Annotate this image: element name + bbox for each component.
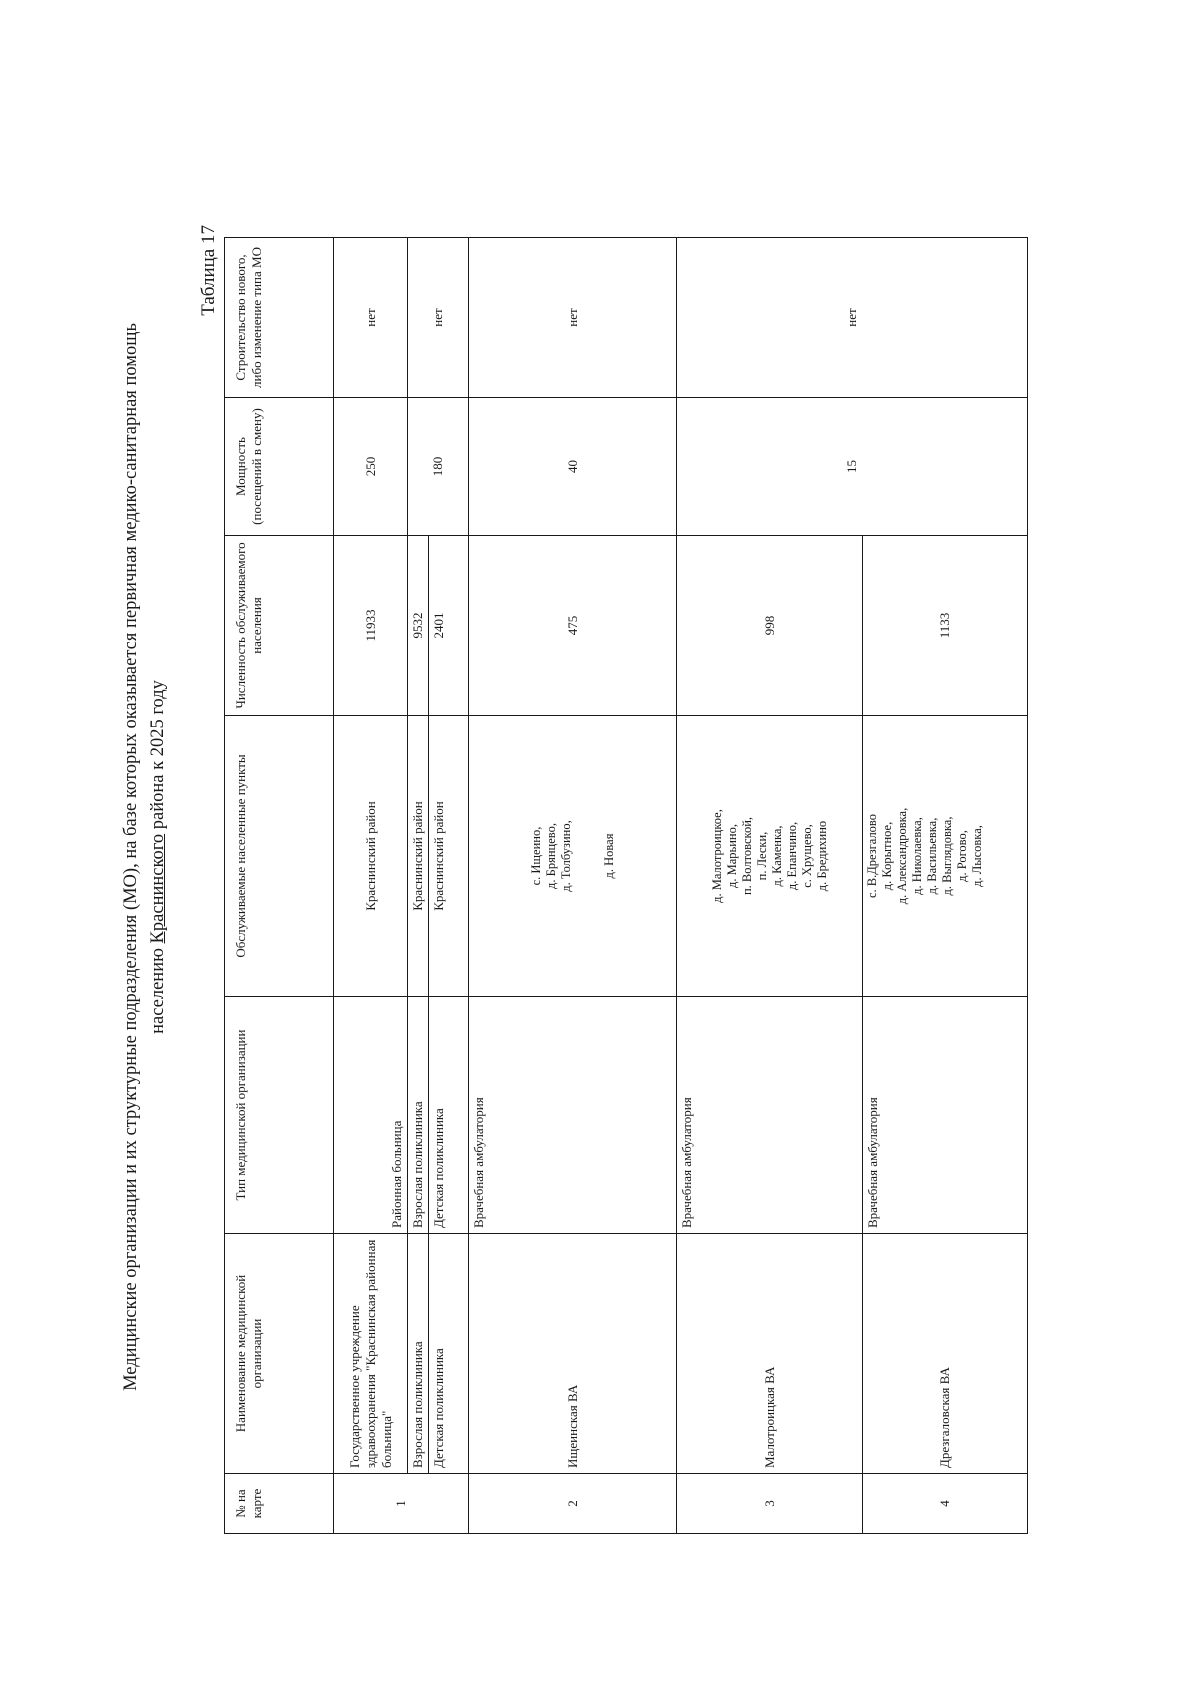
cell-population: 998 (677, 536, 863, 716)
title-line-2-suffix: района к 2025 году (148, 680, 168, 834)
settlement-item: д. Александровка, (895, 807, 909, 905)
cell-type: Врачебная амбулатория (863, 997, 1028, 1234)
cell-name: Детская поликлиника (429, 1234, 469, 1474)
cell-type: Врачебная амбулатория (677, 997, 863, 1234)
cell-name: Ищеинская ВА (469, 1234, 677, 1474)
settlement-item: д. Корытное, (880, 821, 894, 891)
cell-population: 475 (469, 536, 677, 716)
cell-construction: нет (334, 238, 408, 398)
table-row (408, 238, 429, 1534)
settlement-item: д. Толбузино, (558, 820, 573, 892)
cell-capacity: 250 (334, 398, 408, 536)
cell-construction: нет (469, 238, 677, 398)
settlement-item: д. Каменка, (769, 825, 784, 887)
table-row (677, 238, 863, 1534)
table-number-label: Таблица 17 (198, 225, 219, 316)
cell-points: Краснинский район (334, 716, 408, 997)
cell-type: Взрослая поликлиника (408, 997, 429, 1234)
header-construction: Строительство нового, либо изменение типа МО (225, 238, 334, 398)
cell-name: Взрослая поликлиника (408, 1234, 429, 1474)
cell-type: Районная больница (334, 997, 408, 1234)
title-line-2 (145, 157, 172, 1557)
settlement-item: д. Васильевка, (925, 817, 939, 895)
settlement-item: д. Выглядовка, (940, 816, 954, 896)
header-points: Обслуживаемые населенные пункты (225, 716, 334, 997)
settlement-item: д. Малотроицкое, (709, 809, 724, 903)
cell-points (677, 716, 863, 997)
cell-construction: нет (408, 238, 469, 398)
title-district-underlined: Краснинского (148, 833, 168, 944)
settlement-item: с. Ищеино, (528, 826, 543, 886)
cell-population: 1133 (863, 536, 1028, 716)
settlement-item: д. Николаевка, (910, 817, 924, 895)
settlement-item: с. В.Дрезгалово (865, 814, 879, 899)
cell-population: 2401 (429, 536, 469, 716)
cell-points: Краснинский район (429, 716, 469, 997)
settlement-item: п. Волтовской, (739, 816, 754, 896)
table-header-row (225, 238, 334, 1534)
cell-points: Краснинский район (408, 716, 429, 997)
cell-type: Врачебная амбулатория (469, 997, 677, 1234)
header-population: Численность обслуживаемого населения (225, 536, 334, 716)
medical-organizations-table (224, 237, 1028, 1534)
title-line-2-prefix: населению (148, 943, 168, 1034)
table-row (334, 238, 408, 1534)
cell-name: Государственное учреждение здравоохранения "Краснинская районная больница" (334, 1234, 408, 1474)
cell-capacity: 40 (469, 398, 677, 536)
cell-num: 2 (469, 1474, 677, 1534)
settlement-item: д. Новая (601, 833, 616, 879)
cell-num: 3 (677, 1474, 863, 1534)
cell-population: 11933 (334, 536, 408, 716)
cell-name: Малотроицкая ВА (677, 1234, 863, 1474)
cell-points (469, 716, 677, 997)
document-title (118, 157, 172, 1557)
settlement-item: д. Марьино, (724, 824, 739, 888)
settlement-item: д. Епанчино, (784, 821, 799, 891)
header-name: Наименование медицинской организации (225, 1234, 334, 1474)
cell-capacity: 15 (677, 398, 1028, 536)
settlement-item: д. Бредихино (814, 820, 829, 892)
header-capacity: Мощность (посещений в смену) (225, 398, 334, 536)
table-row (469, 238, 677, 1534)
settlement-item: д. Брянцево, (543, 823, 558, 889)
settlement-item: п. Лески, (754, 831, 769, 881)
header-num: № на карте (225, 1474, 334, 1534)
settlement-item: д. Рогово, (955, 830, 969, 882)
settlement-item: с. Хрущево, (799, 824, 814, 888)
cell-capacity: 180 (408, 398, 469, 536)
cell-name: Дрезгаловская ВА (863, 1234, 1028, 1474)
settlement-item: д. Лысовка, (970, 825, 984, 887)
cell-population: 9532 (408, 536, 429, 716)
title-line-1: Медицинские организации и их структурные подразделения (МО), на базе которых оказывается первичная медико-санитарная помощь (121, 323, 141, 1391)
cell-type: Детская поликлиника (429, 997, 469, 1234)
cell-num: 4 (863, 1474, 1028, 1534)
cell-points (863, 716, 1028, 997)
header-type: Тип медицинской организации (225, 997, 334, 1234)
cell-num: 1 (334, 1474, 469, 1534)
cell-construction: нет (677, 238, 1028, 398)
